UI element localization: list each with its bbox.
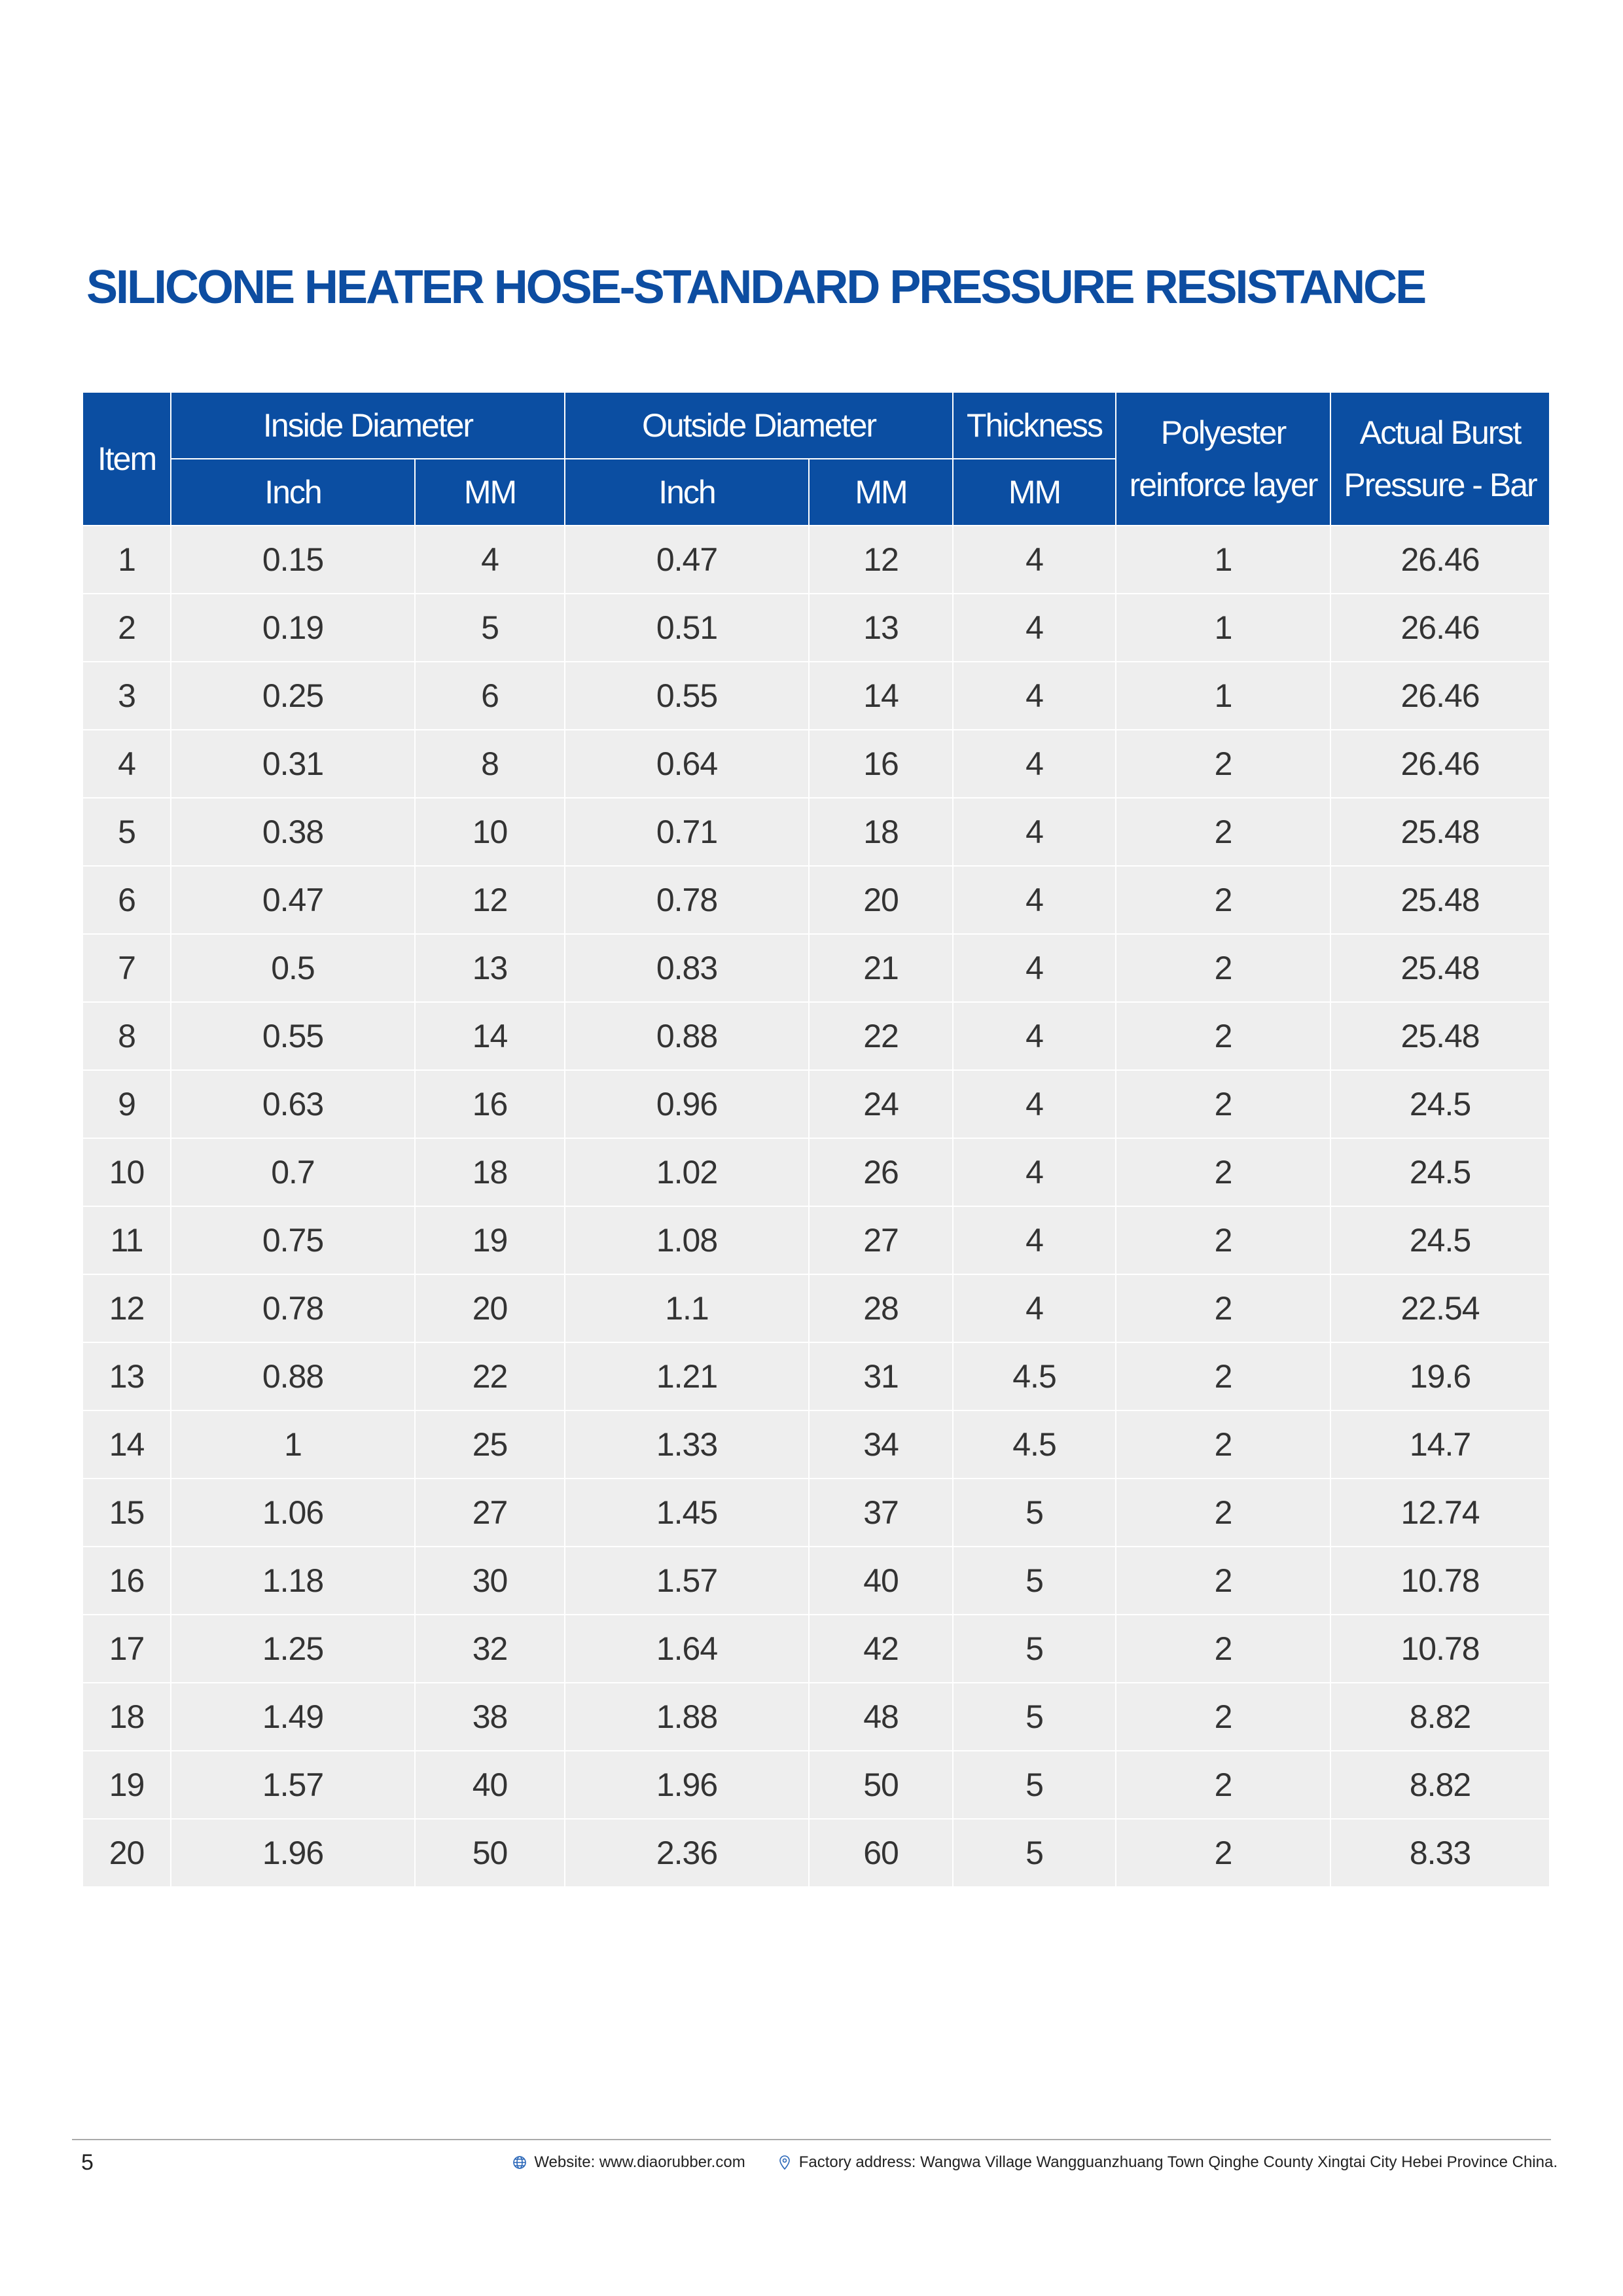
cell-id-inch: 0.5 — [171, 934, 415, 1002]
cell-thickness-mm: 4.5 — [953, 1342, 1116, 1410]
cell-thickness-mm: 5 — [953, 1547, 1116, 1615]
header-od-mm: MM — [809, 459, 953, 526]
cell-polyester-layers: 2 — [1116, 1547, 1330, 1615]
cell-od-inch: 2.36 — [565, 1819, 809, 1887]
cell-item: 10 — [83, 1138, 171, 1206]
cell-od-inch: 0.71 — [565, 798, 809, 866]
cell-od-mm: 48 — [809, 1683, 953, 1751]
cell-id-inch: 0.38 — [171, 798, 415, 866]
cell-burst-pressure: 26.46 — [1330, 730, 1549, 798]
header-item: Item — [83, 393, 171, 526]
cell-polyester-layers: 2 — [1116, 1342, 1330, 1410]
cell-od-mm: 50 — [809, 1751, 953, 1819]
globe-icon — [512, 2155, 527, 2170]
cell-item: 13 — [83, 1342, 171, 1410]
cell-thickness-mm: 4 — [953, 866, 1116, 934]
header-thickness: Thickness — [953, 393, 1116, 459]
cell-polyester-layers: 2 — [1116, 1206, 1330, 1274]
cell-od-inch: 0.83 — [565, 934, 809, 1002]
cell-od-inch: 0.51 — [565, 594, 809, 662]
table-row — [83, 1683, 1549, 1751]
header-thickness-mm: MM — [953, 459, 1116, 526]
cell-polyester-layers: 1 — [1116, 594, 1330, 662]
cell-item: 15 — [83, 1479, 171, 1547]
cell-id-inch: 0.31 — [171, 730, 415, 798]
cell-id-mm: 4 — [415, 526, 565, 594]
cell-od-mm: 27 — [809, 1206, 953, 1274]
cell-od-inch: 0.55 — [565, 662, 809, 730]
cell-od-mm: 22 — [809, 1002, 953, 1070]
cell-item: 20 — [83, 1819, 171, 1887]
cell-polyester-layers: 2 — [1116, 1751, 1330, 1819]
cell-thickness-mm: 4 — [953, 1274, 1116, 1342]
cell-id-mm: 12 — [415, 866, 565, 934]
cell-id-inch: 0.25 — [171, 662, 415, 730]
spec-table — [83, 393, 1549, 1888]
cell-id-mm: 10 — [415, 798, 565, 866]
header-outside-diameter: Outside Diameter — [565, 393, 953, 459]
cell-item: 6 — [83, 866, 171, 934]
cell-od-inch: 1.33 — [565, 1410, 809, 1479]
cell-burst-pressure: 24.5 — [1330, 1070, 1549, 1138]
cell-thickness-mm: 5 — [953, 1751, 1116, 1819]
cell-burst-pressure: 26.46 — [1330, 526, 1549, 594]
cell-thickness-mm: 4 — [953, 1002, 1116, 1070]
cell-item: 8 — [83, 1002, 171, 1070]
cell-polyester-layers: 2 — [1116, 1274, 1330, 1342]
cell-id-inch: 1.57 — [171, 1751, 415, 1819]
cell-id-inch: 0.75 — [171, 1206, 415, 1274]
cell-item: 12 — [83, 1274, 171, 1342]
cell-polyester-layers: 2 — [1116, 1410, 1330, 1479]
cell-od-mm: 13 — [809, 594, 953, 662]
cell-burst-pressure: 25.48 — [1330, 934, 1549, 1002]
cell-burst-pressure: 22.54 — [1330, 1274, 1549, 1342]
table-row — [83, 866, 1549, 934]
cell-od-inch: 1.02 — [565, 1138, 809, 1206]
cell-item: 1 — [83, 526, 171, 594]
cell-od-mm: 31 — [809, 1342, 953, 1410]
cell-od-inch: 0.47 — [565, 526, 809, 594]
cell-od-mm: 28 — [809, 1274, 953, 1342]
cell-id-mm: 13 — [415, 934, 565, 1002]
cell-thickness-mm: 4 — [953, 730, 1116, 798]
cell-id-inch: 0.63 — [171, 1070, 415, 1138]
cell-burst-pressure: 8.82 — [1330, 1683, 1549, 1751]
cell-id-mm: 27 — [415, 1479, 565, 1547]
cell-id-mm: 19 — [415, 1206, 565, 1274]
cell-thickness-mm: 4 — [953, 798, 1116, 866]
footer-website[interactable]: Website: www.diaorubber.com — [534, 2153, 745, 2171]
table-row — [83, 1138, 1549, 1206]
table-body — [83, 526, 1549, 1887]
cell-od-mm: 42 — [809, 1615, 953, 1683]
cell-item: 17 — [83, 1615, 171, 1683]
cell-od-mm: 16 — [809, 730, 953, 798]
cell-od-inch: 1.96 — [565, 1751, 809, 1819]
cell-id-inch: 1.96 — [171, 1819, 415, 1887]
cell-item: 19 — [83, 1751, 171, 1819]
cell-thickness-mm: 4 — [953, 934, 1116, 1002]
cell-polyester-layers: 2 — [1116, 1070, 1330, 1138]
table-row — [83, 1479, 1549, 1547]
table-row — [83, 1342, 1549, 1410]
cell-thickness-mm: 5 — [953, 1683, 1116, 1751]
cell-item: 7 — [83, 934, 171, 1002]
table-row — [83, 798, 1549, 866]
cell-id-inch: 0.78 — [171, 1274, 415, 1342]
cell-thickness-mm: 5 — [953, 1615, 1116, 1683]
table-row — [83, 1070, 1549, 1138]
table-row — [83, 526, 1549, 594]
cell-id-mm: 18 — [415, 1138, 565, 1206]
cell-burst-pressure: 12.74 — [1330, 1479, 1549, 1547]
cell-burst-pressure: 19.6 — [1330, 1342, 1549, 1410]
cell-thickness-mm: 4.5 — [953, 1410, 1116, 1479]
cell-od-inch: 1.08 — [565, 1206, 809, 1274]
header-id-mm: MM — [415, 459, 565, 526]
cell-od-inch: 1.64 — [565, 1615, 809, 1683]
cell-od-mm: 14 — [809, 662, 953, 730]
table-row — [83, 1751, 1549, 1819]
cell-burst-pressure: 25.48 — [1330, 1002, 1549, 1070]
cell-id-mm: 16 — [415, 1070, 565, 1138]
cell-item: 11 — [83, 1206, 171, 1274]
cell-item: 5 — [83, 798, 171, 866]
table-row — [83, 934, 1549, 1002]
cell-od-mm: 24 — [809, 1070, 953, 1138]
cell-item: 4 — [83, 730, 171, 798]
cell-od-inch: 1.57 — [565, 1547, 809, 1615]
cell-burst-pressure: 10.78 — [1330, 1547, 1549, 1615]
cell-id-inch: 0.47 — [171, 866, 415, 934]
footer-address: Factory address: Wangwa Village Wangguanzhuang Town Qinghe County Xingtai City Hebei Province China. — [798, 2153, 1558, 2171]
cell-id-inch: 1 — [171, 1410, 415, 1479]
cell-polyester-layers: 2 — [1116, 934, 1330, 1002]
cell-od-inch: 1.88 — [565, 1683, 809, 1751]
header-id-inch: Inch — [171, 459, 415, 526]
cell-od-mm: 21 — [809, 934, 953, 1002]
cell-polyester-layers: 1 — [1116, 526, 1330, 594]
cell-thickness-mm: 4 — [953, 662, 1116, 730]
header-od-inch: Inch — [565, 459, 809, 526]
table-row — [83, 1274, 1549, 1342]
cell-polyester-layers: 2 — [1116, 1138, 1330, 1206]
location-pin-icon — [777, 2155, 793, 2170]
cell-thickness-mm: 4 — [953, 526, 1116, 594]
cell-burst-pressure: 10.78 — [1330, 1615, 1549, 1683]
table-row — [83, 1819, 1549, 1887]
cell-polyester-layers: 2 — [1116, 798, 1330, 866]
header-inside-diameter: Inside Diameter — [171, 393, 565, 459]
cell-od-mm: 40 — [809, 1547, 953, 1615]
cell-od-inch: 0.64 — [565, 730, 809, 798]
table-row — [83, 1615, 1549, 1683]
table-row — [83, 1206, 1549, 1274]
cell-item: 2 — [83, 594, 171, 662]
cell-item: 16 — [83, 1547, 171, 1615]
table-header — [83, 393, 1549, 526]
cell-od-mm: 20 — [809, 866, 953, 934]
cell-od-mm: 34 — [809, 1410, 953, 1479]
cell-id-inch: 1.18 — [171, 1547, 415, 1615]
cell-od-inch: 1.45 — [565, 1479, 809, 1547]
cell-id-mm: 22 — [415, 1342, 565, 1410]
cell-id-mm: 6 — [415, 662, 565, 730]
cell-od-mm: 18 — [809, 798, 953, 866]
cell-id-inch: 1.49 — [171, 1683, 415, 1751]
cell-id-inch: 0.15 — [171, 526, 415, 594]
cell-od-inch: 0.96 — [565, 1070, 809, 1138]
cell-id-mm: 5 — [415, 594, 565, 662]
cell-id-mm: 38 — [415, 1683, 565, 1751]
cell-burst-pressure: 8.82 — [1330, 1751, 1549, 1819]
cell-od-mm: 60 — [809, 1819, 953, 1887]
cell-burst-pressure: 25.48 — [1330, 866, 1549, 934]
cell-polyester-layers: 2 — [1116, 1683, 1330, 1751]
cell-polyester-layers: 2 — [1116, 866, 1330, 934]
cell-id-mm: 50 — [415, 1819, 565, 1887]
table-row — [83, 1002, 1549, 1070]
cell-od-inch: 0.88 — [565, 1002, 809, 1070]
cell-polyester-layers: 2 — [1116, 730, 1330, 798]
cell-id-inch: 1.25 — [171, 1615, 415, 1683]
cell-item: 18 — [83, 1683, 171, 1751]
table-row — [83, 730, 1549, 798]
cell-od-mm: 26 — [809, 1138, 953, 1206]
cell-id-inch: 1.06 — [171, 1479, 415, 1547]
cell-burst-pressure: 8.33 — [1330, 1819, 1549, 1887]
footer-info — [512, 2153, 1558, 2172]
footer-divider — [72, 2139, 1551, 2140]
cell-od-inch: 1.21 — [565, 1342, 809, 1410]
cell-id-mm: 14 — [415, 1002, 565, 1070]
cell-polyester-layers: 1 — [1116, 662, 1330, 730]
cell-thickness-mm: 4 — [953, 1070, 1116, 1138]
table-row — [83, 1547, 1549, 1615]
cell-od-mm: 37 — [809, 1479, 953, 1547]
cell-id-mm: 25 — [415, 1410, 565, 1479]
table-row — [83, 594, 1549, 662]
cell-id-inch: 0.7 — [171, 1138, 415, 1206]
cell-burst-pressure: 26.46 — [1330, 662, 1549, 730]
page-number: 5 — [81, 2150, 94, 2175]
table-row — [83, 662, 1549, 730]
cell-polyester-layers: 2 — [1116, 1479, 1330, 1547]
cell-polyester-layers: 2 — [1116, 1002, 1330, 1070]
cell-burst-pressure: 26.46 — [1330, 594, 1549, 662]
page-title: SILICONE HEATER HOSE-STANDARD PRESSURE RESISTANCE — [86, 261, 1425, 314]
cell-burst-pressure: 24.5 — [1330, 1206, 1549, 1274]
cell-thickness-mm: 4 — [953, 594, 1116, 662]
cell-id-inch: 0.88 — [171, 1342, 415, 1410]
cell-id-mm: 8 — [415, 730, 565, 798]
cell-burst-pressure: 25.48 — [1330, 798, 1549, 866]
cell-burst-pressure: 14.7 — [1330, 1410, 1549, 1479]
cell-item: 3 — [83, 662, 171, 730]
cell-id-inch: 0.55 — [171, 1002, 415, 1070]
cell-thickness-mm: 5 — [953, 1479, 1116, 1547]
cell-thickness-mm: 4 — [953, 1138, 1116, 1206]
cell-polyester-layers: 2 — [1116, 1615, 1330, 1683]
cell-burst-pressure: 24.5 — [1330, 1138, 1549, 1206]
cell-item: 14 — [83, 1410, 171, 1479]
cell-od-inch: 1.1 — [565, 1274, 809, 1342]
header-burst-pressure: Actual Burst Pressure - Bar — [1330, 393, 1549, 526]
cell-item: 9 — [83, 1070, 171, 1138]
cell-id-mm: 32 — [415, 1615, 565, 1683]
cell-id-mm: 30 — [415, 1547, 565, 1615]
table-row — [83, 1410, 1549, 1479]
cell-od-inch: 0.78 — [565, 866, 809, 934]
cell-id-mm: 40 — [415, 1751, 565, 1819]
header-polyester: Polyester reinforce layer — [1116, 393, 1330, 526]
cell-polyester-layers: 2 — [1116, 1819, 1330, 1887]
cell-id-mm: 20 — [415, 1274, 565, 1342]
cell-od-mm: 12 — [809, 526, 953, 594]
cell-thickness-mm: 5 — [953, 1819, 1116, 1887]
cell-thickness-mm: 4 — [953, 1206, 1116, 1274]
cell-id-inch: 0.19 — [171, 594, 415, 662]
